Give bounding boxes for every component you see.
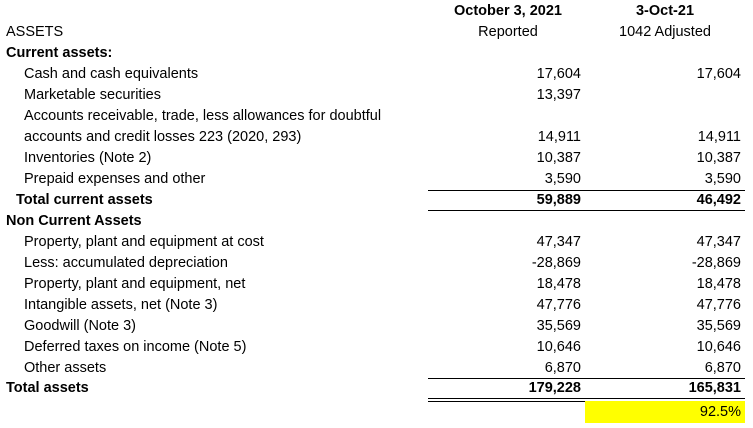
table-row: Accounts receivable, trade, less allowances for doubtful	[24, 108, 382, 124]
col1-title: October 3, 2021	[454, 3, 562, 19]
table-row: accounts and credit losses 223 (2020, 293) 14,911 14,911	[24, 129, 741, 145]
table-row: Deferred taxes on income (Note 5) 10,646 10,646	[24, 339, 741, 355]
section-title-noncurrent: Non Current Assets	[6, 213, 142, 229]
double-rule-col1-a	[428, 398, 588, 399]
total-current-row: Total current assets 59,889 46,492	[16, 192, 741, 208]
double-rule-col2-a	[585, 398, 745, 399]
col2-subtitle: 1042 Adjusted	[619, 24, 711, 40]
table-row: Other assets 6,870 6,870	[24, 360, 741, 376]
table-row: Less: accumulated depreciation -28,869 -28,869	[24, 255, 741, 271]
table-row: Inventories (Note 2) 10,387 10,387	[24, 150, 741, 166]
table-row: Intangible assets, net (Note 3) 47,776 47,776	[24, 297, 741, 313]
table-row: Cash and cash equivalents 17,604 17,604	[24, 66, 741, 82]
total-assets-row: Total assets 179,228 165,831	[6, 380, 741, 396]
table-row: Property, plant and equipment, net 18,478 18,478	[24, 276, 741, 292]
double-rule-col1-b	[428, 401, 588, 402]
table-row: Goodwill (Note 3) 35,569 35,569	[24, 318, 741, 334]
table-row: Marketable securities 13,397	[24, 87, 581, 103]
section-title-current: Current assets:	[6, 45, 113, 61]
assets-label: ASSETS	[6, 24, 64, 40]
col2-title: 3-Oct-21	[635, 3, 695, 19]
ratio-cell	[585, 401, 745, 423]
col1-subtitle: Reported	[478, 24, 538, 40]
ratio-value: 92.5%	[699, 404, 741, 420]
table-row: Property, plant and equipment at cost 47,347 47,347	[24, 234, 741, 250]
table-row: Prepaid expenses and other 3,590 3,590	[24, 171, 741, 187]
